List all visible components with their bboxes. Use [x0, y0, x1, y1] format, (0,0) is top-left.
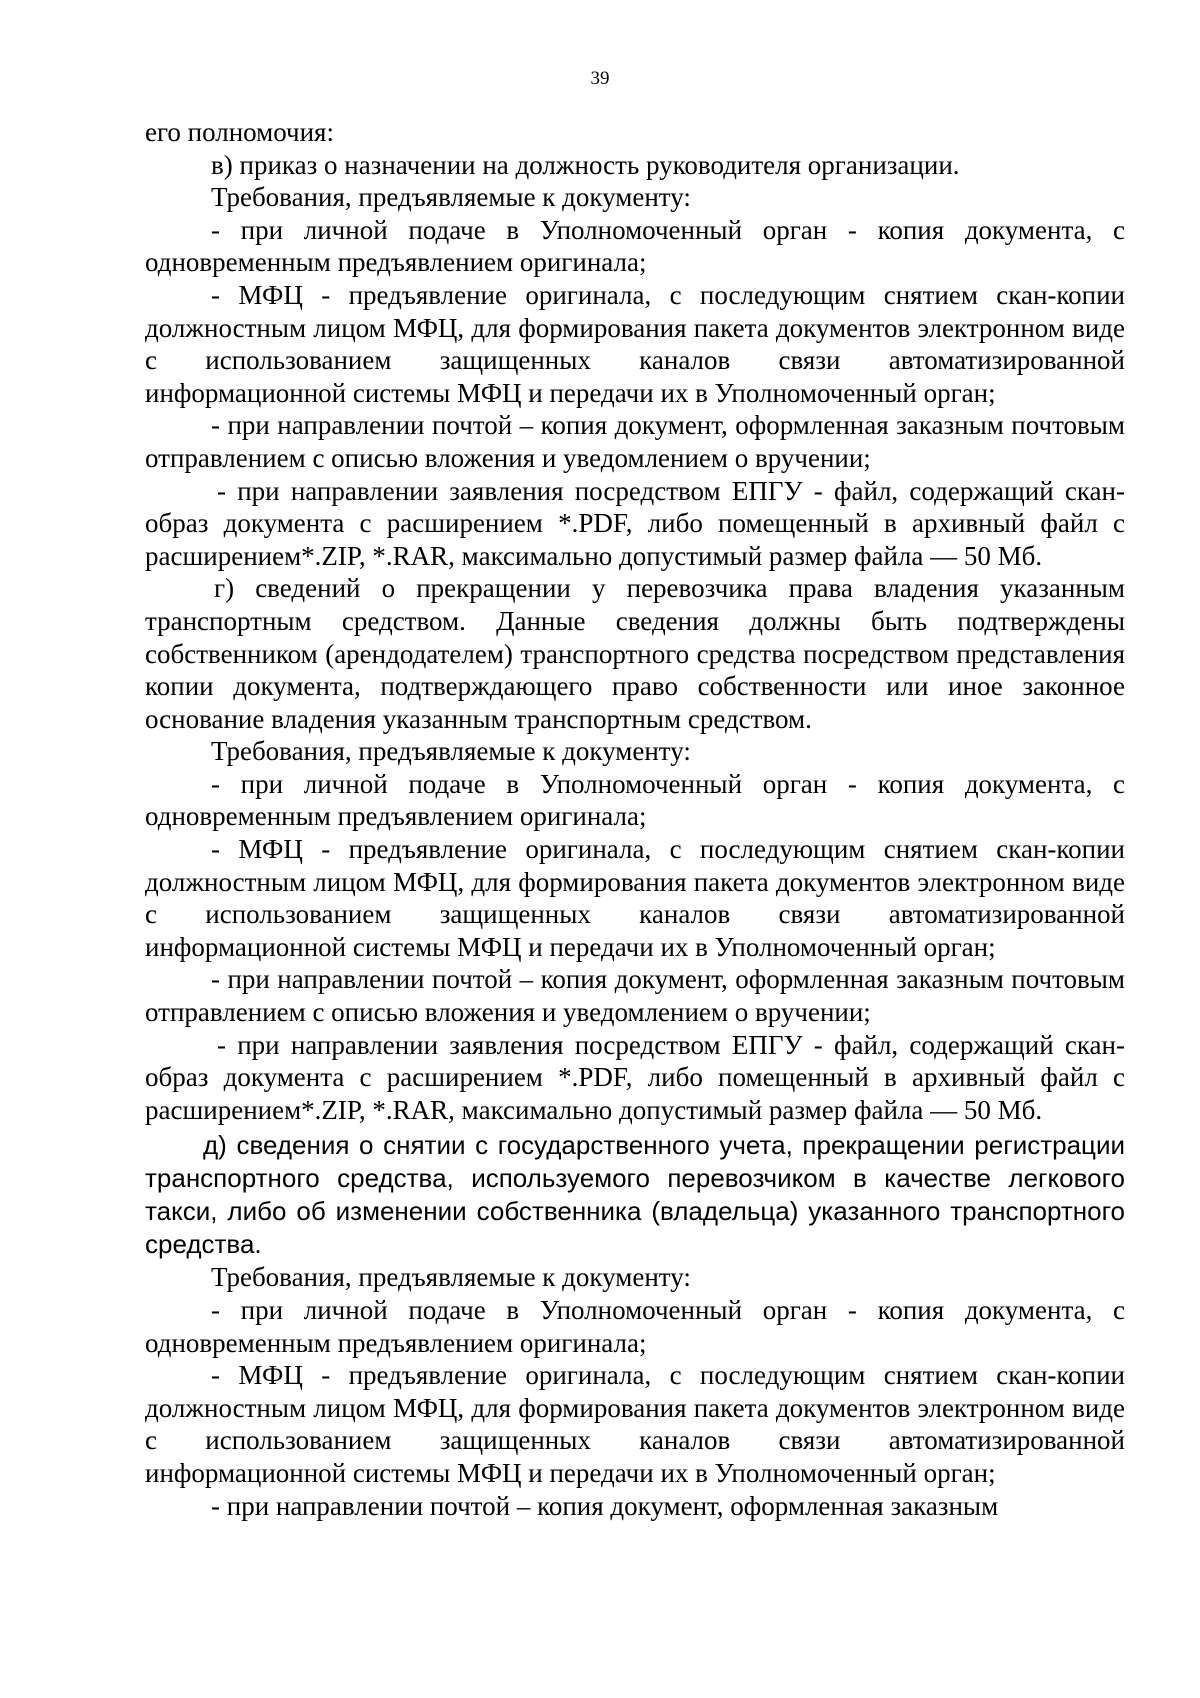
paragraph: - при направлении почтой – копия документ, оформленная заказным почтовым отправлением с описью вложения и уведомлением о вручении;	[145, 964, 1125, 1028]
paragraph: - при направлении заявления посредством ЕПГУ - файл, содержащий скан-образ документа с расширением *.PDF, либо помещенный в архивный файл с расширением*.ZIP, *.RAR, максимально допустимый размер файла — 50 Мб.	[145, 475, 1125, 571]
document-body	[145, 116, 1125, 1522]
paragraph: - при личной подаче в Уполномоченный орган - копия документа, с одновременным предъявлением оригинала;	[145, 1295, 1125, 1358]
paragraph: г) сведений о прекращении у перевозчика права владения указанным транспортным средством. Данные сведения должны быть подтверждены собственником (арендодателем) транспортного средства посредством представления копии документа, подтверждающего право собственности или иное законное основание владения указанным транспортным средством.	[145, 573, 1125, 734]
paragraph: Требования, предъявляемые к документу:	[211, 736, 691, 767]
paragraph: д) сведения о снятии с государственного учета, прекращении регистрации транспортного средства, используемого перевозчиком в качестве легкового такси, либо об изменении собственника (владельца) указанного транспортного средства.	[145, 1130, 1125, 1260]
paragraph: в) приказ о назначении на должность руководителя организации.	[211, 149, 960, 180]
paragraph: - при личной подаче в Уполномоченный орган - копия документа, с одновременным предъявлением оригинала;	[145, 768, 1125, 832]
page-number: 39	[590, 68, 610, 89]
paragraph: - при направлении почтой – копия документ, оформленная заказным	[211, 1490, 999, 1521]
paragraph: - МФЦ - предъявление оригинала, с последующим снятием скан-копии должностным лицом МФЦ, для формирования пакета документов электронном виде с использованием защищенных каналов связи автоматизированной информационной системы МФЦ и передачи их в Уполномоченный орган;	[145, 834, 1125, 962]
paragraph: - МФЦ - предъявление оригинала, с последующим снятием скан-копии должностным лицом МФЦ, для формирования пакета документов электронном виде с использованием защищенных каналов связи автоматизированной информационной системы МФЦ и передачи их в Уполномоченный орган;	[145, 279, 1125, 408]
paragraph: Требования, предъявляемые к документу:	[211, 1262, 691, 1293]
paragraph: его полномочия:	[145, 117, 334, 147]
paragraph: - при личной подаче в Уполномоченный орган - копия документа, с одновременным предъявлением оригинала;	[145, 214, 1125, 278]
paragraph: - при направлении почтой – копия документ, оформленная заказным почтовым отправлением с описью вложения и уведомлением о вручении;	[145, 410, 1125, 473]
paragraph: Требования, предъявляемые к документу:	[211, 182, 691, 213]
paragraph: - МФЦ - предъявление оригинала, с последующим снятием скан-копии должностным лицом МФЦ, для формирования пакета документов электронном виде с использованием защищенных каналов связи автоматизированной информационной системы МФЦ и передачи их в Уполномоченный орган;	[145, 1360, 1125, 1488]
paragraph: - при направлении заявления посредством ЕПГУ - файл, содержащий скан-образ документа с расширением *.PDF, либо помещенный в архивный файл с расширением*.ZIP, *.RAR, максимально допустимый размер файла — 50 Мб.	[145, 1029, 1125, 1125]
